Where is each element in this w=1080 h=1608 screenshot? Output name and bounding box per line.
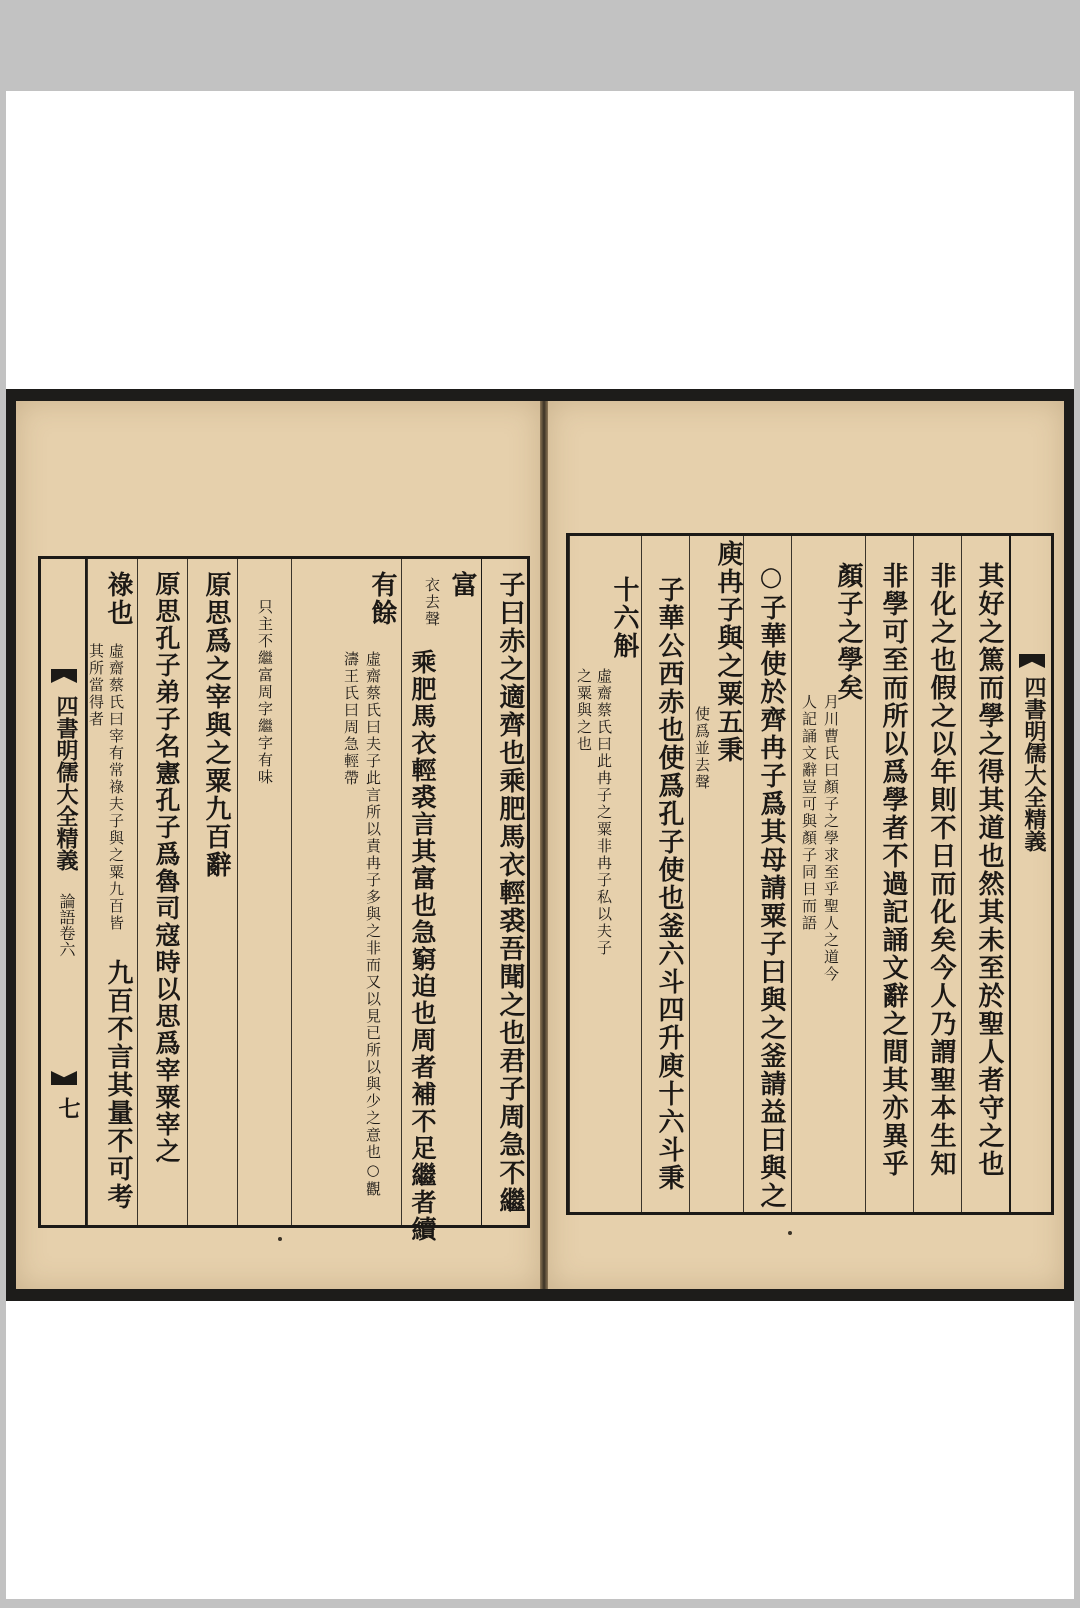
annotation: 衣去聲 [423,577,441,628]
fishtail-mark [51,1071,77,1085]
text-line: 原思孔子弟子名憲孔子爲魯司寇時以思爲宰粟宰之 [152,571,181,1165]
ink-dot [788,1231,792,1235]
text-line: 其好之篤而學之得其道也然其未至於聖人者守之也 [974,562,1004,1178]
text-column [961,536,1009,1212]
volume-label: 論語卷六 [57,893,76,957]
right-page [548,401,1064,1289]
text-line: 庾冉子與之粟五秉 [713,540,743,764]
annotation: 虛齋蔡氏曰此冉子之粟非冉子私以夫子之粟與之也 [575,668,613,957]
text-line: 顏子之學矣 [833,562,863,702]
text-line: 非學可至而所以爲學者不過記誦文辭之間其亦異乎 [878,562,908,1178]
text-line: 乘肥馬衣輕裘言其富也急窮迫也周者補不足繼者續 [408,649,437,1243]
left-page-frame [38,556,530,1243]
text-column [481,559,530,1225]
book-title: 四書明儒大全精義 [1021,676,1047,852]
text-line: 有餘 [367,571,397,627]
text-column [291,559,401,1225]
annotation: 只主不繼富周字繼字有味 [256,599,274,786]
folio-number: 七 [55,1097,81,1119]
fishtail-mark [51,669,77,683]
right-page-frame [566,533,1054,1215]
text-line: 子華公西赤也使爲孔子使也釜六斗四升庾十六斗秉 [654,576,684,1192]
text-column [791,536,865,1212]
spine-strip [1009,536,1051,1212]
text-column [641,536,689,1212]
text-line: 原思爲之宰與之粟九百辭 [201,571,231,879]
text-column [689,536,743,1212]
text-line: 富 [447,571,477,599]
annotation: 虛齋蔡氏曰夫子此言所以責冉子多與之非而又以見已所以與少之意也○觀濤王氏曰周急輕帶 [342,651,382,1198]
book-gutter [540,401,548,1289]
annotation: 月川曹氏曰顏子之學求至乎聖人之道今人記誦文辭豈可與顏子同日而語 [800,694,840,983]
text-line: 祿也 [103,571,133,627]
text-column [569,536,641,1212]
text-line: ○子華使於齊冉子爲其母請粟子曰與之釜請益曰與之 [756,562,786,1210]
text-line: 九百不言其量不可考 [103,959,133,1211]
text-line: 子曰赤之適齊也乘肥馬衣輕裘吾聞之也君子周急不繼 [495,571,525,1215]
text-column [865,536,913,1212]
text-column [187,559,237,1225]
annotation: 使爲並去聲 [693,706,711,791]
text-column [137,559,187,1225]
text-line: 十六斛 [609,576,639,660]
text-column [913,536,961,1212]
left-page [16,401,540,1289]
book-scan [6,389,1074,1301]
annotation: 虛齋蔡氏曰宰有常祿夫子與之粟九百皆其所當得者 [87,643,125,932]
ink-dot [278,1237,282,1241]
spine-strip [41,559,87,1225]
text-column [401,559,481,1243]
text-column [743,536,791,1212]
text-column [237,559,291,1225]
text-line: 非化之也假之以年則不日而化矣今人乃謂聖本生知 [926,562,956,1178]
text-column [87,559,137,1225]
fishtail-mark [1019,654,1045,668]
book-title: 四書明儒大全精義 [53,695,79,871]
